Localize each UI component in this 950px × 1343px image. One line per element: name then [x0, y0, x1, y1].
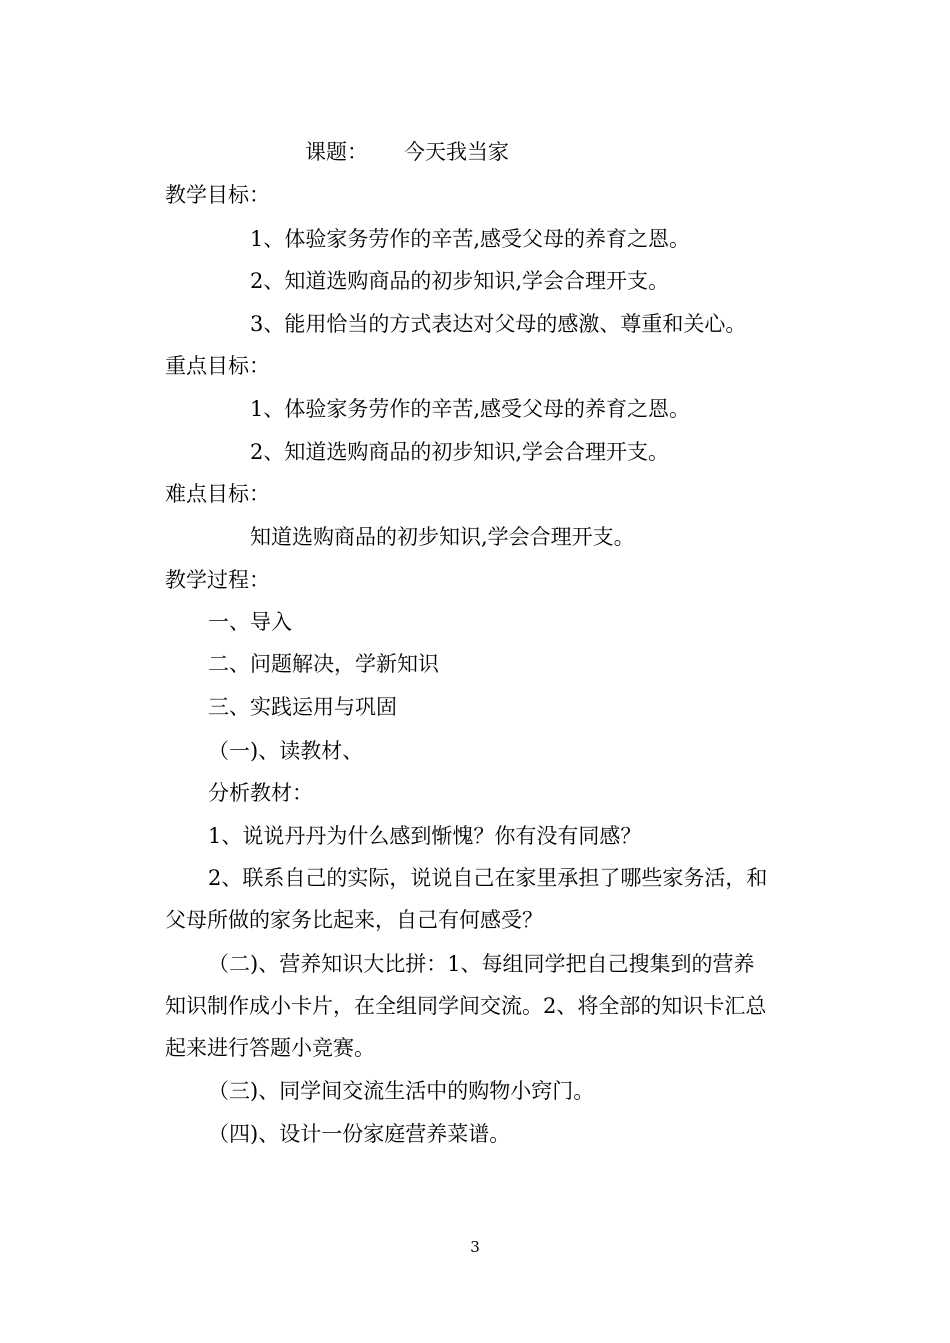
- lesson-title-text: 今天我当家: [404, 140, 509, 164]
- process-part-2-line: 知识制作成小卡片，在全组同学间交流。2、将全部的知识卡汇总: [165, 994, 767, 1018]
- teaching-goal-item: 2、知道选购商品的初步知识,学会合理开支。: [250, 269, 670, 293]
- lesson-title: [305, 138, 509, 166]
- key-goals-heading: 重点目标：: [165, 354, 270, 378]
- analysis-heading: 分析教材：: [208, 781, 313, 805]
- difficult-goal-text: 知道选购商品的初步知识,学会合理开支。: [250, 525, 635, 549]
- analysis-question: 2、联系自己的实际，说说自己在家里承担了哪些家务活，和: [208, 866, 768, 890]
- process-part-2-line: 起来进行答题小竞赛。: [165, 1036, 375, 1060]
- process-part-1: （一)、读教材、: [208, 739, 364, 763]
- process-part-4: （四)、设计一份家庭营养菜谱。: [208, 1122, 511, 1146]
- difficult-goals-heading: 难点目标：: [165, 482, 270, 506]
- teaching-goals-heading: 教学目标：: [165, 183, 270, 207]
- key-goal-item: 2、知道选购商品的初步知识,学会合理开支。: [250, 440, 670, 464]
- process-heading: 教学过程：: [165, 568, 270, 592]
- process-step: 一、导入: [208, 610, 292, 634]
- key-goal-item: 1、体验家务劳作的辛苦,感受父母的养育之恩。: [250, 397, 691, 421]
- process-part-2-line: （二)、营养知识大比拼：1、每组同学把自己搜集到的营养: [208, 952, 755, 976]
- analysis-question-continued: 父母所做的家务比起来，自己有何感受？: [165, 908, 543, 932]
- teaching-goal-item: 3、能用恰当的方式表达对父母的感激、尊重和关心。: [250, 312, 747, 336]
- analysis-question: 1、说说丹丹为什么感到惭愧？你有没有同感？: [208, 824, 642, 848]
- lesson-title-label: 课题：: [305, 140, 368, 164]
- process-step: 三、实践运用与巩固: [208, 695, 397, 719]
- teaching-goal-item: 1、体验家务劳作的辛苦,感受父母的养育之恩。: [250, 227, 691, 251]
- page-number: 3: [470, 1238, 480, 1256]
- process-part-3: （三)、同学间交流生活中的购物小窍门。: [208, 1079, 595, 1103]
- process-step: 二、问题解决，学新知识: [208, 652, 439, 676]
